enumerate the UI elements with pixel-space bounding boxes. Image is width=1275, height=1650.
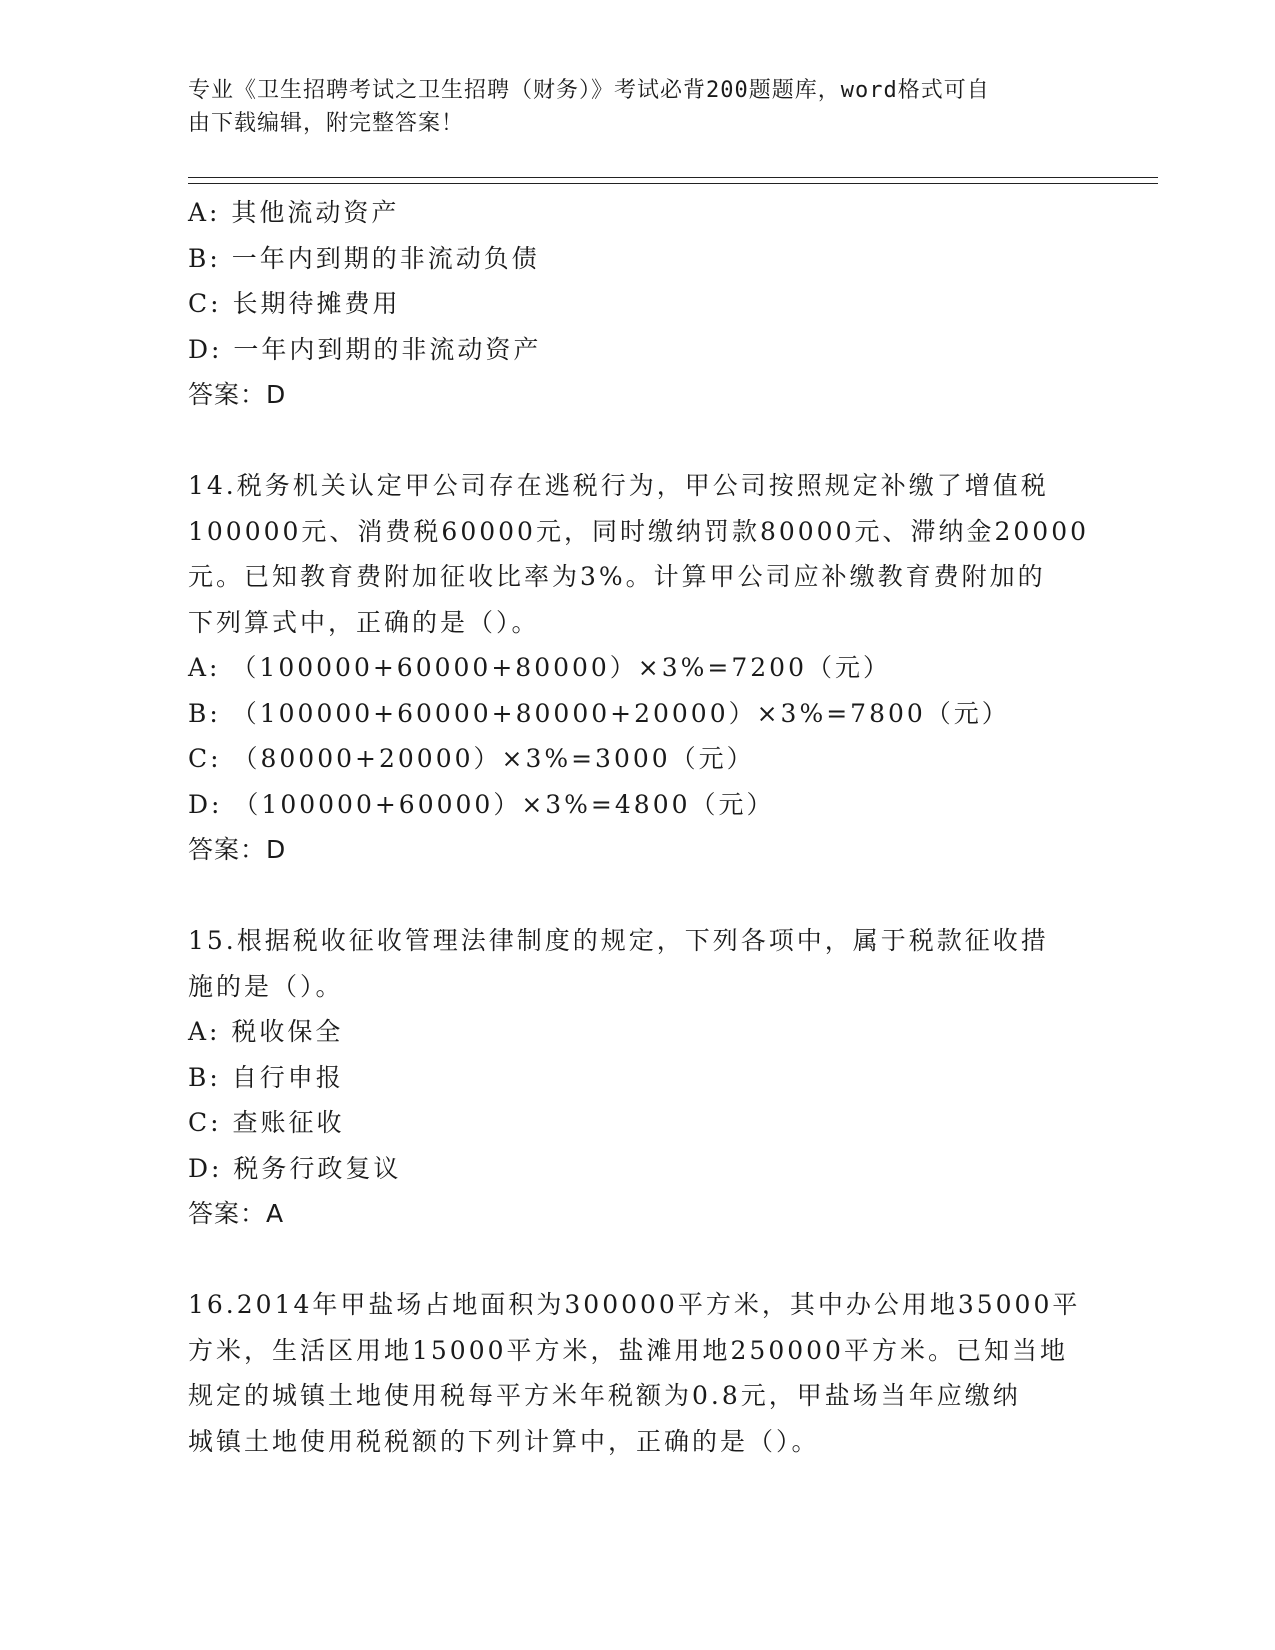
question-stem-line: 15.根据税收征收管理法律制度的规定，下列各项中，属于税款征收措: [188, 926, 1049, 955]
question-stem-line: 16.2014年甲盐场占地面积为300000平方米，其中办公用地35000平: [188, 1290, 1081, 1319]
option-b: B: 自行申报: [188, 1062, 344, 1092]
question-15: [188, 918, 1088, 1237]
option-c: C: 查账征收: [188, 1108, 345, 1137]
question-stem-line: 城镇土地使用税税额的下列计算中，正确的是（）。: [188, 1426, 820, 1456]
option-a: A: 税收保全: [188, 1017, 344, 1046]
question-list: [188, 190, 1088, 1464]
question-stem-line: 14.税务机关认定甲公司存在逃税行为，甲公司按照规定补缴了增值税: [188, 471, 1049, 500]
question-stem-line: 100000元、消费税60000元，同时缴纳罚款80000元、滞纳金20000: [188, 516, 1090, 546]
spacer: [188, 418, 1088, 464]
option-d: D: 一年内到期的非流动资产: [188, 334, 542, 364]
option-a: A: （100000+60000+80000）×3%=7200（元）: [188, 653, 891, 682]
answer: 答案：A: [188, 1199, 285, 1228]
question-stem-line: 方米，生活区用地15000平方米，盐滩用地250000平方米。已知当地: [188, 1335, 1068, 1365]
header-line-1: 专业《卫生招聘考试之卫生招聘（财务）》考试必背200题题库，word格式可自: [188, 78, 990, 103]
option-b: B: 一年内到期的非流动负债: [188, 243, 540, 273]
option-d: D: 税务行政复议: [188, 1153, 402, 1183]
question-13: [188, 190, 1088, 418]
question-stem-line: 元。已知教育费附加征收比率为3%。计算甲公司应补缴教育费附加的: [188, 562, 1046, 591]
document-header: [188, 74, 1088, 140]
question-stem-line: 规定的城镇土地使用税每平方米年税额为0.8元，甲盐场当年应缴纳: [188, 1381, 1021, 1410]
spacer: [188, 1237, 1088, 1283]
question-14: [188, 463, 1088, 873]
question-stem-line: 下列算式中，正确的是（）。: [188, 607, 540, 637]
option-d: D: （100000+60000）×3%=4800（元）: [188, 789, 775, 819]
option-c: C: 长期待摊费用: [188, 289, 401, 318]
answer: 答案：D: [188, 835, 287, 864]
header-divider: [188, 177, 1158, 184]
option-b: B: （100000+60000+80000+20000）×3%=7800（元）: [188, 698, 1010, 728]
question-stem-line: 施的是（）。: [188, 971, 344, 1001]
question-16: [188, 1282, 1088, 1464]
option-a: A: 其他流动资产: [188, 198, 400, 227]
spacer: [188, 873, 1088, 919]
answer: 答案：D: [188, 380, 287, 409]
option-c: C: （80000+20000）×3%=3000（元）: [188, 744, 755, 773]
header-line-2: 由下载编辑，附完整答案！: [188, 111, 465, 136]
